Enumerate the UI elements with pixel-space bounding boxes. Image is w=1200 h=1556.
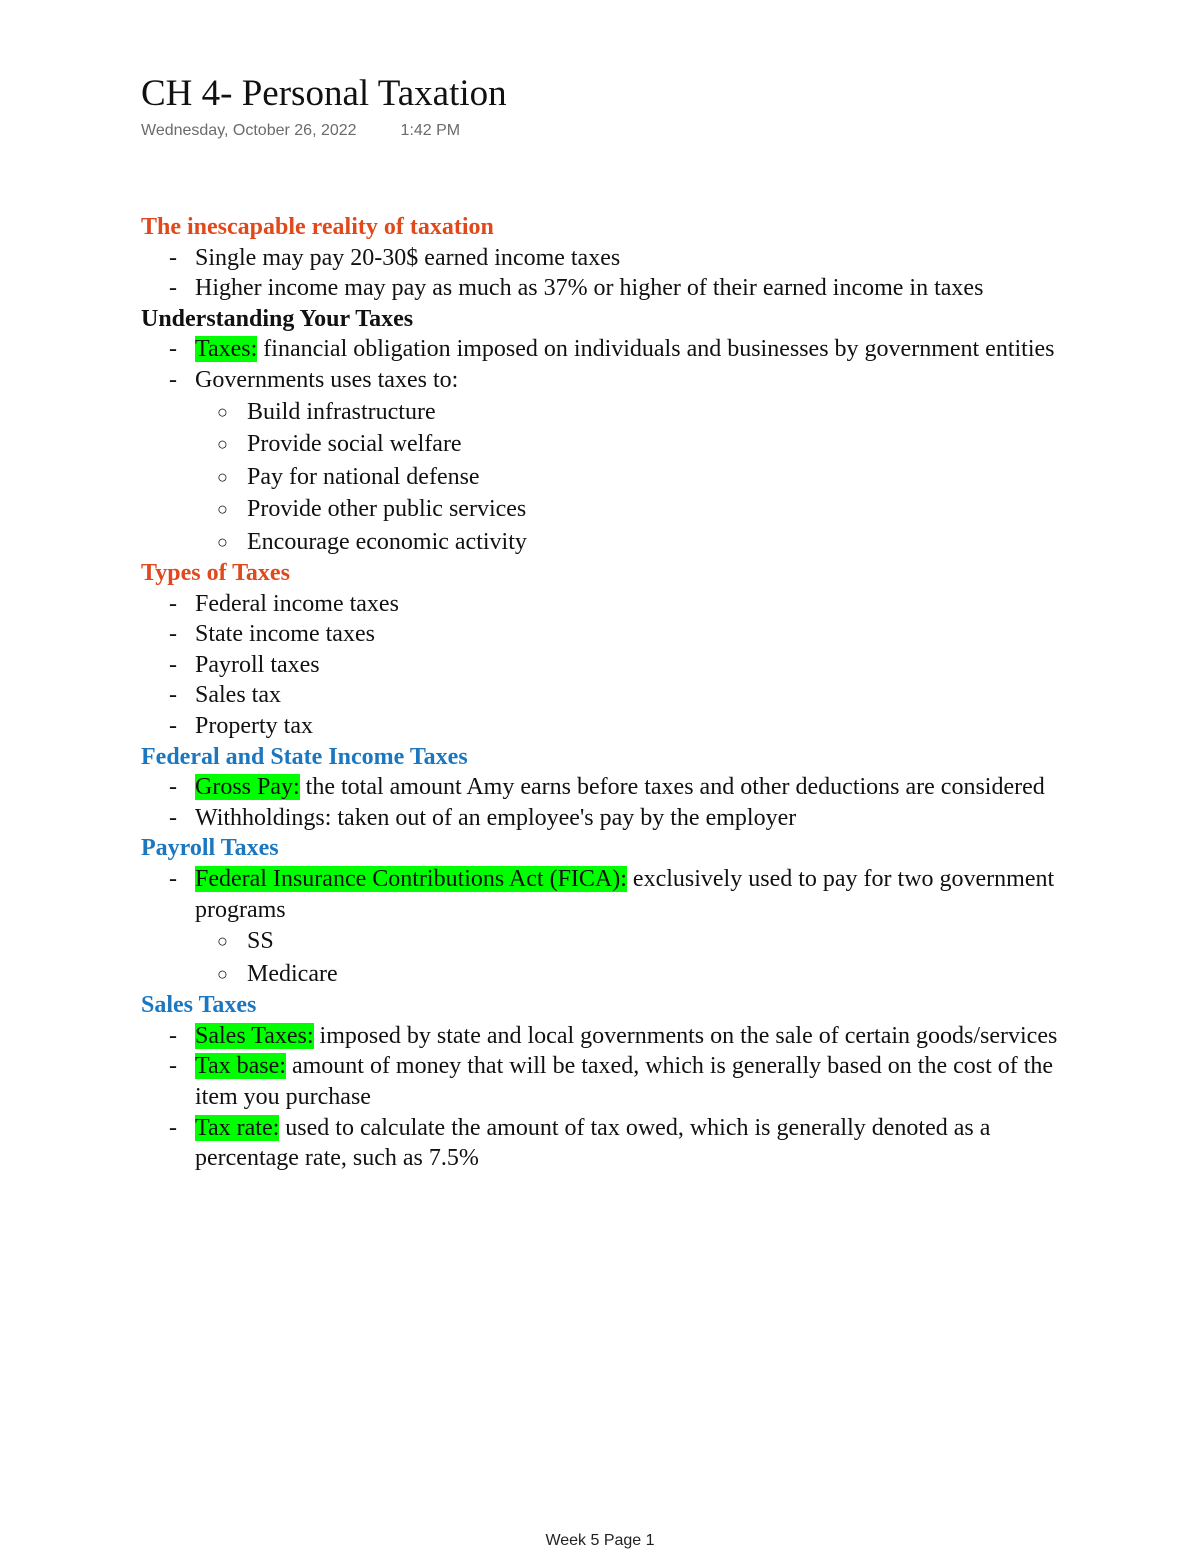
section-heading: Types of Taxes: [141, 560, 290, 587]
dash-bullet: -: [169, 590, 177, 617]
list-item: - Withholdings: taken out of an employee's pay by the employer: [141, 803, 1081, 834]
dash-bullet: -: [169, 651, 177, 678]
page-footer: Week 5 Page 1: [545, 1532, 655, 1549]
dash-bullet: -: [169, 275, 177, 302]
circle-bullet-icon: ○: [217, 466, 228, 487]
dash-bullet: -: [169, 1053, 177, 1080]
list-item: - Federal Insurance Contributions Act (FICA): exclusively used to pay for two government programs: [169, 866, 1055, 923]
list-item: - Gross Pay: the total amount Amy earns before taxes and other deductions are considered: [141, 772, 1081, 803]
dash-bullet: -: [169, 682, 177, 709]
circle-bullet-icon: ○: [217, 499, 228, 520]
list-item: - Sales Taxes: imposed by state and local governments on the sale of certain goods/services: [141, 1021, 1081, 1052]
list-item: - Tax base: amount of money that will be taxed, which is generally based on the cost of the item you purchase: [169, 1053, 1054, 1110]
note-body: [141, 212, 1081, 1174]
page-date: Wednesday, October 26, 2022: [141, 122, 357, 139]
dash-bullet: -: [169, 336, 177, 363]
circle-bullet-icon: ○: [217, 963, 228, 984]
dash-bullet: -: [169, 1022, 177, 1049]
list-item: - State income taxes: [141, 619, 1081, 650]
dash-bullet: -: [169, 366, 177, 393]
page-title: CH 4- Personal Taxation: [141, 73, 507, 114]
list-item: - Sales tax: [141, 680, 1081, 711]
sub-list-item: ○ Encourage economic activity: [141, 526, 1081, 559]
section-heading: Understanding Your Taxes: [141, 305, 414, 332]
section-heading: Federal and State Income Taxes: [141, 743, 468, 770]
list-item: - Governments uses taxes to:: [141, 365, 1081, 396]
section-heading: Sales Taxes: [141, 992, 257, 1019]
list-item: - Federal income taxes: [141, 589, 1081, 620]
list-item: - Property tax: [141, 711, 1081, 742]
page-timestamp: [141, 122, 460, 140]
dash-bullet: -: [169, 774, 177, 801]
dash-bullet: -: [169, 1114, 177, 1141]
sub-list-item: ○ Build infrastructure: [141, 396, 1081, 429]
dash-bullet: -: [169, 804, 177, 831]
sub-list-item: ○ Pay for national defense: [141, 461, 1081, 494]
list-item: - Tax rate: used to calculate the amount of tax owed, which is generally denoted as a percentage rate, such as 7.5%: [169, 1114, 991, 1172]
dash-bullet: -: [169, 713, 177, 740]
list-item: - Taxes: financial obligation imposed on individuals and businesses by government entities: [141, 334, 1081, 365]
highlighted-term: Tax base:: [195, 1053, 286, 1080]
highlighted-term: Gross Pay:: [195, 774, 300, 801]
circle-bullet-icon: ○: [217, 531, 228, 552]
highlighted-term: Sales Taxes:: [195, 1022, 314, 1049]
list-item: - Higher income may pay as much as 37% or higher of their earned income in taxes: [141, 273, 1081, 304]
dash-bullet: -: [169, 621, 177, 648]
section-heading: The inescapable reality of taxation: [141, 214, 494, 240]
page-time: 1:42 PM: [400, 122, 461, 139]
list-item: - Single may pay 20-30$ earned income taxes: [141, 243, 1081, 274]
highlighted-term: Federal Insurance Contributions Act (FICA):: [195, 866, 627, 892]
highlighted-term: Taxes:: [195, 336, 258, 363]
highlighted-term: Tax rate:: [195, 1114, 280, 1141]
circle-bullet-icon: ○: [217, 401, 228, 422]
sub-list-item: ○ SS: [141, 925, 1081, 958]
sub-list-item: ○ Provide social welfare: [141, 428, 1081, 461]
list-item: - Payroll taxes: [141, 650, 1081, 681]
dash-bullet: -: [169, 866, 177, 892]
circle-bullet-icon: ○: [217, 434, 228, 455]
circle-bullet-icon: ○: [217, 931, 228, 952]
section-heading: Payroll Taxes: [141, 835, 279, 862]
sub-list-item: ○ Medicare: [141, 958, 1081, 991]
sub-list-item: ○ Provide other public services: [141, 493, 1081, 526]
dash-bullet: -: [169, 244, 177, 271]
